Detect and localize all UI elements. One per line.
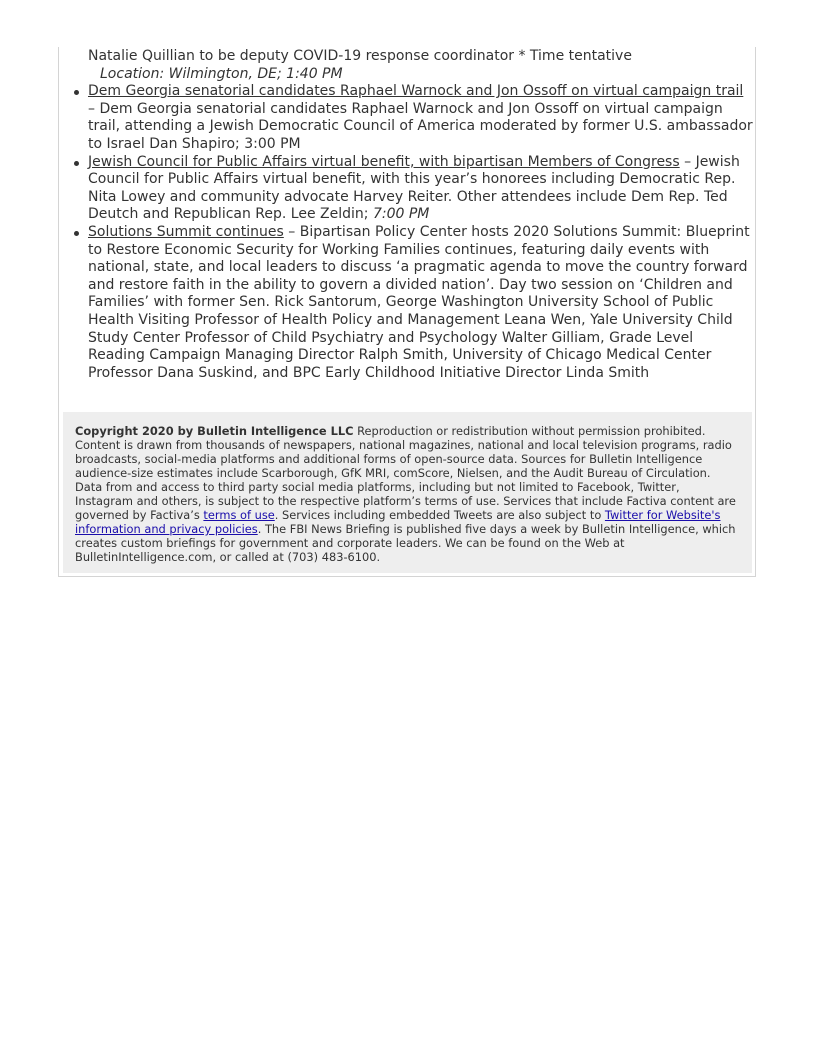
event-separator: –	[679, 153, 696, 170]
list-item	[88, 83, 754, 153]
terms-of-use-link[interactable]: terms of use	[203, 508, 275, 522]
twitter-policy-link[interactable]: Twitter for Website's information and privacy policies	[75, 508, 721, 536]
briefing-content	[88, 47, 754, 382]
footer-text: Reproduction or redistribution without permission prohibited. Content is drawn from thousands of newspapers, national magazines, national and local television programs, radio broadcasts, social-media platforms and additional forms of open-source data. Sources for Bulletin Intelligence audience-size estimates include Scarborough, GfK MRI, comScore, Nielsen, and the Audit Bureau of Circulation. Data from and access to third party social media platforms, including but not limited to Facebook, Twitter, Instagram and others, is subject to the respective platform’s terms of use. Services that include Factiva content are governed by Factiva’s	[75, 424, 736, 522]
list-item	[88, 154, 754, 224]
copyright-footer	[63, 412, 752, 573]
footer-text: . The FBI News Briefing is published five days a week by Bulletin Intelligence, which creates custom briefings for government and corporate leaders. We can be found on the Web at BulletinIntelligence.com, or called at (703) 483-6100.	[75, 522, 736, 564]
list-item	[88, 224, 754, 382]
event-link-jewish-council[interactable]: Jewish Council for Public Affairs virtual benefit, with bipartisan Members of Congress	[88, 153, 680, 170]
event-description: Dem Georgia senatorial candidates Raphael Warnock and Jon Ossoff on virtual campaign trail, attending a Jewish Democratic Council of America moderated by former U.S. ambassador to Israel Dan Shapiro; 3:00 PM	[88, 100, 753, 152]
event-description: Bipartisan Policy Center hosts 2020 Solutions Summit: Blueprint to Restore Economic Security for Working Families continues, featuring daily events with national, state, and local leaders to discuss ‘a pragmatic agenda to move the country forward and restore faith in the ability to govern a divided nation’. Day two session on ‘Children and Families’ with former Sen. Rick Santorum, George Washington University School of Public Health Visiting Professor of Health Policy and Management Leana Wen, Yale University Child Study Center Professor of Child Psychiatry and Psychology Walter Gilliam, Grade Level Reading Campaign Managing Director Ralph Smith, University of Chicago Medical Center Professor Dana Suskind, and BPC Early Childhood Initiative Director Linda Smith	[88, 223, 750, 381]
event-link-georgia-candidates[interactable]: Dem Georgia senatorial candidates Raphael Warnock and Jon Ossoff on virtual campaign trail	[88, 83, 744, 100]
event-list	[88, 83, 754, 382]
event-separator: –	[283, 223, 300, 240]
copyright-title: Copyright 2020 by Bulletin Intelligence LLC	[75, 424, 354, 438]
event-time: 7:00 PM	[372, 206, 430, 223]
event-location: Location: Wilmington, DE; 1:40 PM	[100, 65, 343, 82]
continued-event-text: Natalie Quillian to be deputy COVID-19 response coordinator * Time tentative	[88, 48, 632, 64]
footer-text: . Services including embedded Tweets are also subject to	[274, 508, 605, 522]
event-description: Jewish Council for Public Affairs virtual benefit, with this year’s honorees including Democratic Rep. Nita Lowey and community advocate Harvey Reiter. Other attendees include Dem Rep. Ted Deutch and Republican Rep. Lee Zeldin;	[88, 153, 740, 223]
event-link-solutions-summit[interactable]: Solutions Summit continues	[88, 223, 284, 240]
event-separator: –	[88, 100, 100, 117]
